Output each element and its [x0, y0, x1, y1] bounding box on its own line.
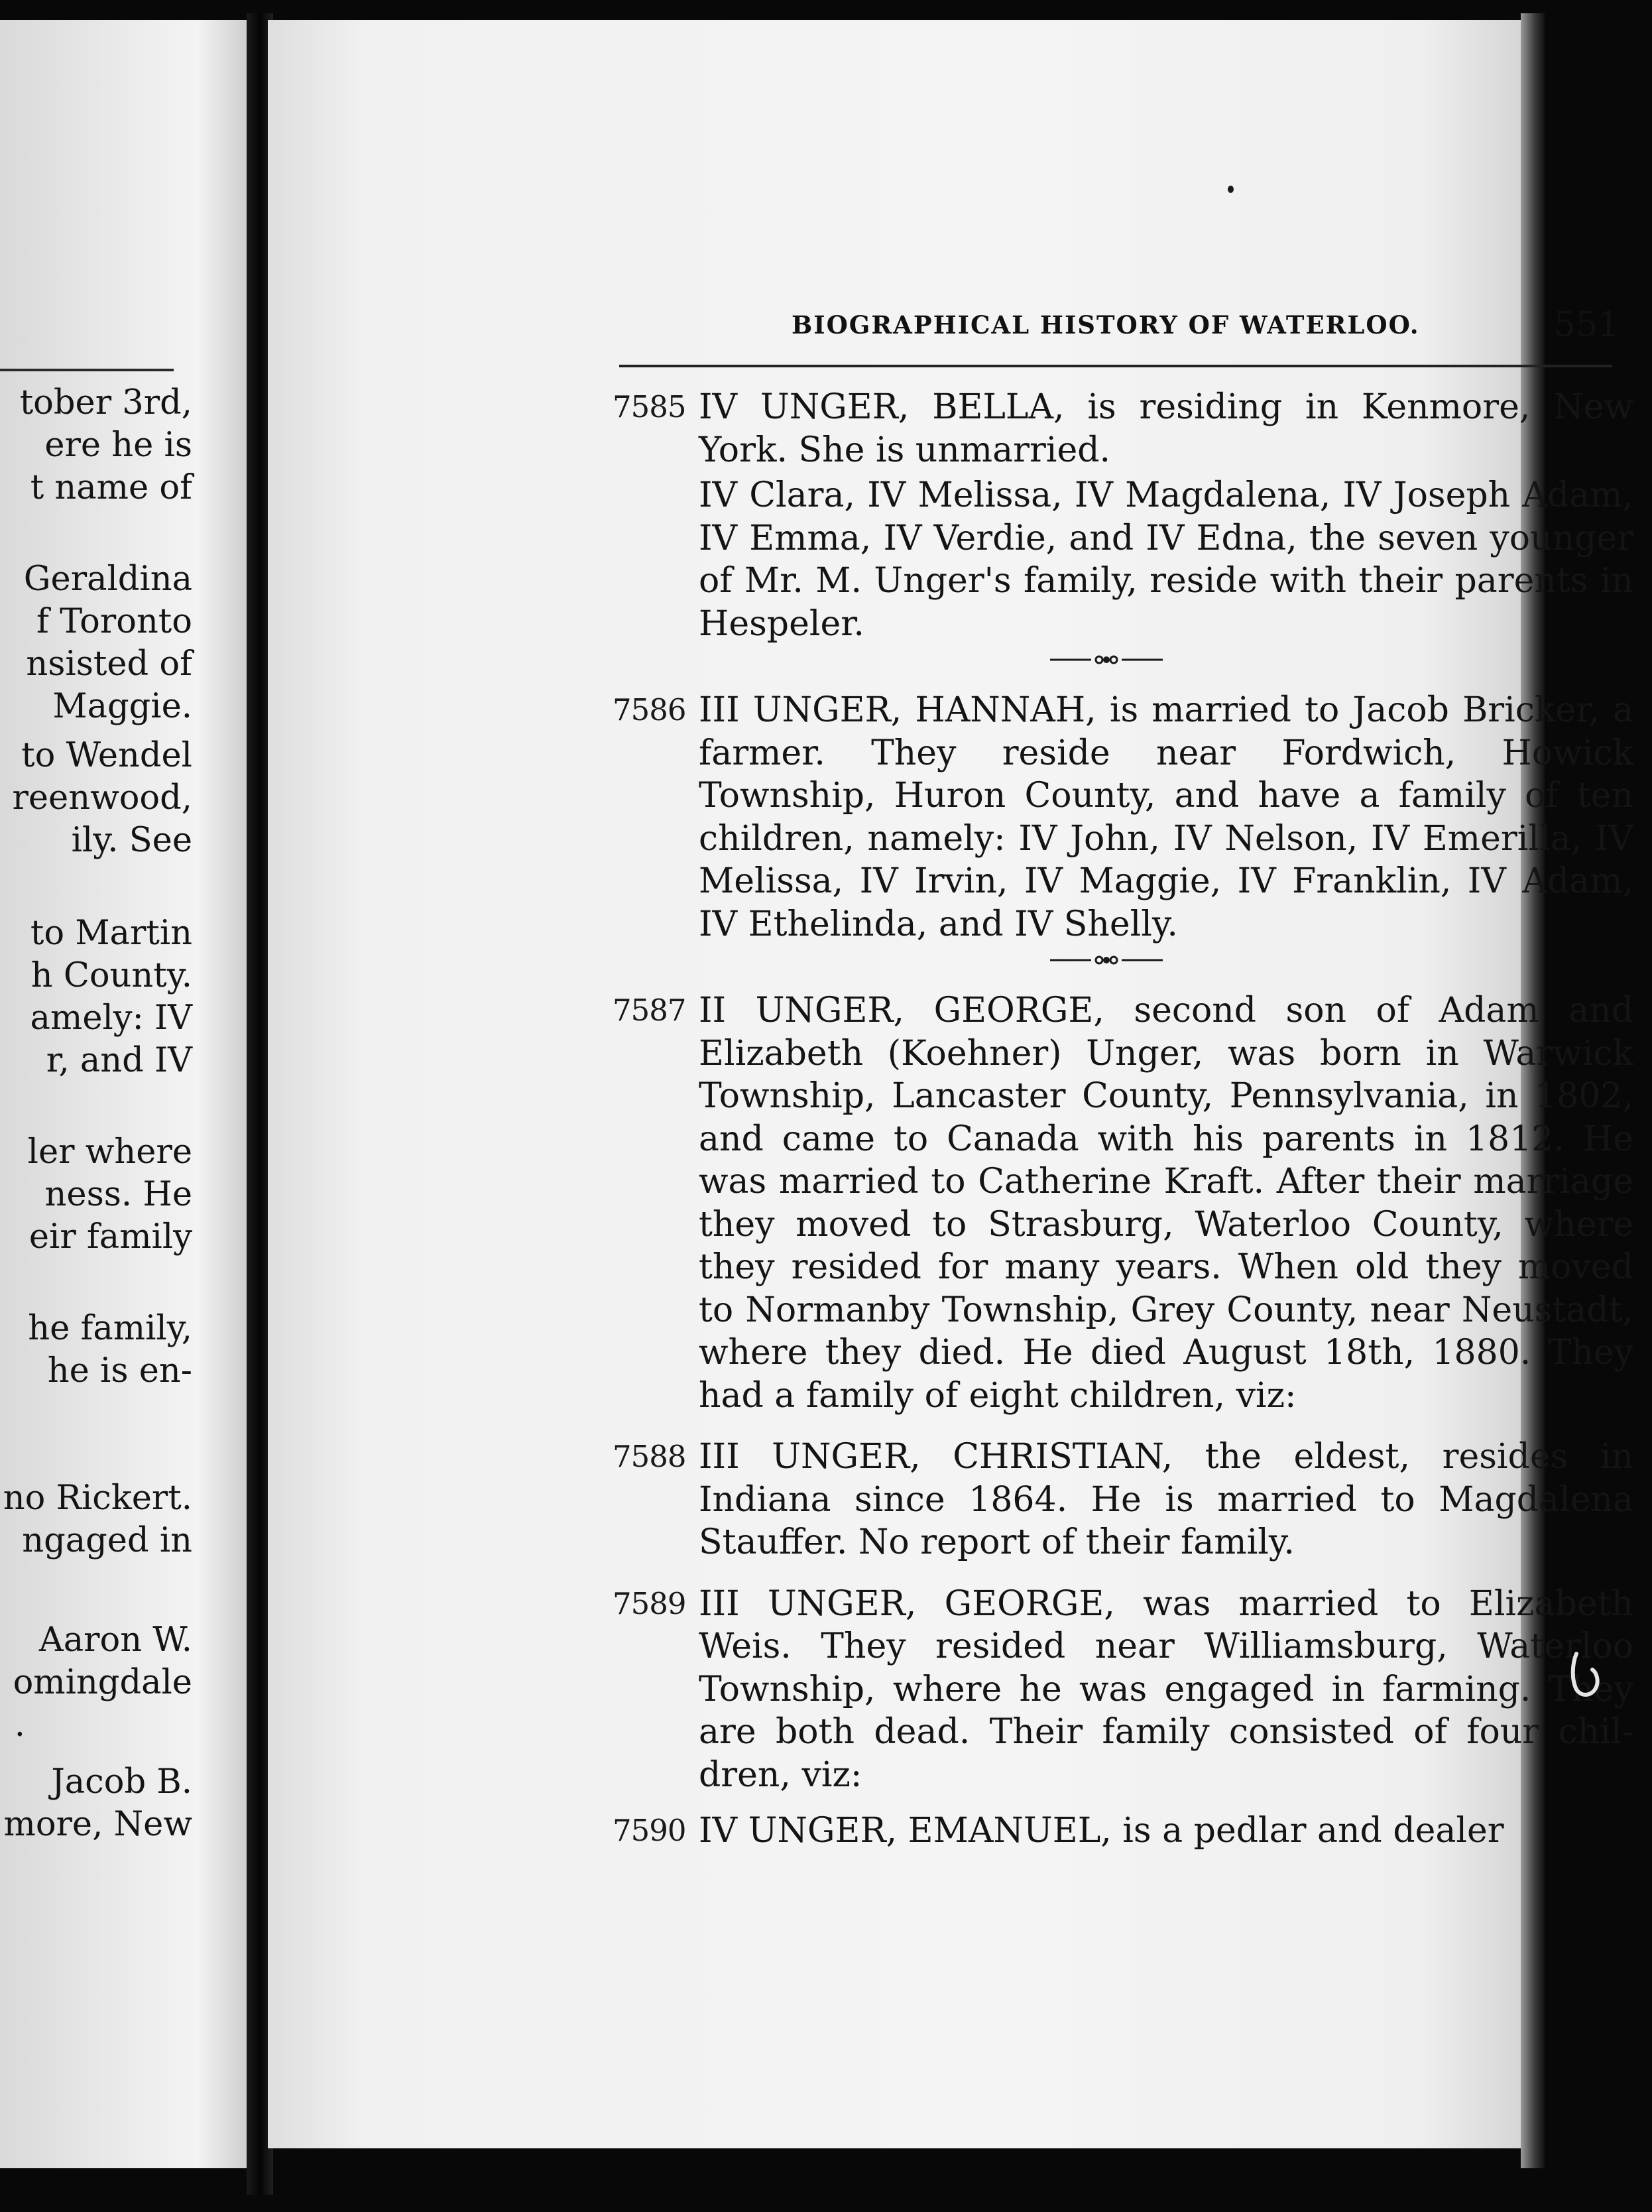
left-line: ness. He — [44, 1175, 192, 1214]
entry-text: III UNGER, HANNAH, is married to Jacob Bricker, a farmer. They reside near Fordwich, Howick Township, Huron County, and have a family of ten children, namely: IV John, IV Nelson, IV Emerilla, IV Melissa, IV Irvin, IV Maggie, IV Franklin, IV Adam, IV Ethelinda, and IV Shelly. — [699, 690, 1633, 944]
left-line: Aaron W. — [38, 1621, 192, 1660]
entry-7590 — [613, 1810, 1633, 1853]
divider-ornament-icon — [1050, 953, 1163, 967]
entry-number: 7589 — [613, 1585, 686, 1621]
left-line: he is en- — [47, 1351, 192, 1390]
left-page — [0, 20, 247, 2168]
running-head — [268, 305, 1620, 351]
left-line: omingdale — [13, 1663, 192, 1702]
entry-7588 — [613, 1436, 1633, 1564]
left-line: ere he is — [44, 426, 192, 465]
entry-7589 — [613, 1583, 1633, 1797]
left-line: ngaged in — [22, 1521, 192, 1560]
left-line: nsisted of — [26, 645, 192, 684]
right-page — [268, 20, 1633, 2148]
left-line: ler where — [27, 1133, 192, 1172]
left-line: amely: IV — [30, 999, 192, 1038]
entry-number: 7590 — [613, 1813, 686, 1848]
left-line: no Rickert. — [3, 1479, 192, 1518]
divider-ornament-icon — [1050, 653, 1163, 666]
left-line: tober 3rd, — [19, 383, 192, 422]
left-line: r, and IV — [46, 1041, 192, 1080]
entry-number: 7586 — [613, 692, 686, 727]
left-line: h County. — [30, 956, 192, 995]
section-divider — [613, 946, 1633, 989]
left-line: Jacob B. — [51, 1762, 192, 1802]
entry-text: II UNGER, GEORGE, second son of Adam and Elizabeth (Koehner) Unger, was born in Warwick Township, Lancaster County, Pennsylvania, in 1802, and came to Canada with his parents in 1812. He was married to Catherine Kraft. After their marriage they moved to Strasburg, Waterloo County, where they resided for many years. When old they moved to Normanby Township, Grey County, near Neustadt, where they died. He died August 18th, 1880. They had a family of eight children, viz: — [699, 991, 1633, 1416]
entry-text: IV UNGER, EMANUEL, is a pedlar and dealer — [699, 1811, 1504, 1851]
entry-7586 — [613, 689, 1633, 946]
left-line: t name of — [30, 468, 192, 507]
header-rule — [619, 365, 1612, 367]
left-page-rule — [0, 369, 174, 371]
running-title: BIOGRAPHICAL HISTORY OF WATERLOO. — [792, 310, 1420, 339]
entry-7585 — [613, 386, 1633, 645]
entry-7587 — [613, 989, 1633, 1417]
left-line: eir family — [29, 1217, 192, 1257]
left-line: f Toronto — [36, 602, 192, 641]
left-line: reenwood, — [12, 778, 192, 818]
left-line: . — [14, 1705, 25, 1745]
entry-number: 7585 — [613, 389, 686, 424]
left-line: ily. See — [71, 821, 192, 860]
entry-text: IV UNGER, BELLA, is residing in Kenmore, New York. She is unmarried. — [699, 387, 1633, 470]
entry-text: III UNGER, GEORGE, was married to Elizabeth Weis. They resided near Williamsburg, Waterloo Township, where he was engaged in farming. They are both dead. Their family consisted of four children, viz: — [699, 1583, 1633, 1795]
ink-speck — [1228, 186, 1234, 193]
left-line: Maggie. — [52, 687, 192, 726]
section-divider — [613, 645, 1633, 689]
clip-mark-icon — [1570, 1650, 1602, 1699]
page-body — [613, 386, 1633, 1853]
left-line: Geraldina — [23, 560, 192, 599]
entry-text: III UNGER, CHRISTIAN, the eldest, resides in Indiana since 1864. He is married to Magdalena Stauffer. No report of their family. — [699, 1437, 1633, 1562]
entry-number: 7588 — [613, 1439, 686, 1474]
left-line: he family, — [28, 1309, 192, 1348]
page-number: 551 — [1554, 305, 1620, 345]
left-line: to Martin — [30, 914, 192, 953]
entry-number: 7587 — [613, 993, 686, 1028]
left-line: more, New — [3, 1805, 192, 1844]
entry-continuation: IV Clara, IV Melissa, IV Magdalena, IV Joseph Adam, IV Emma, IV Verdie, and IV Edna, the seven younger of Mr. M. Unger's family, reside with their parents in Hespeler. — [699, 475, 1633, 644]
left-line: to Wendel — [21, 736, 192, 775]
